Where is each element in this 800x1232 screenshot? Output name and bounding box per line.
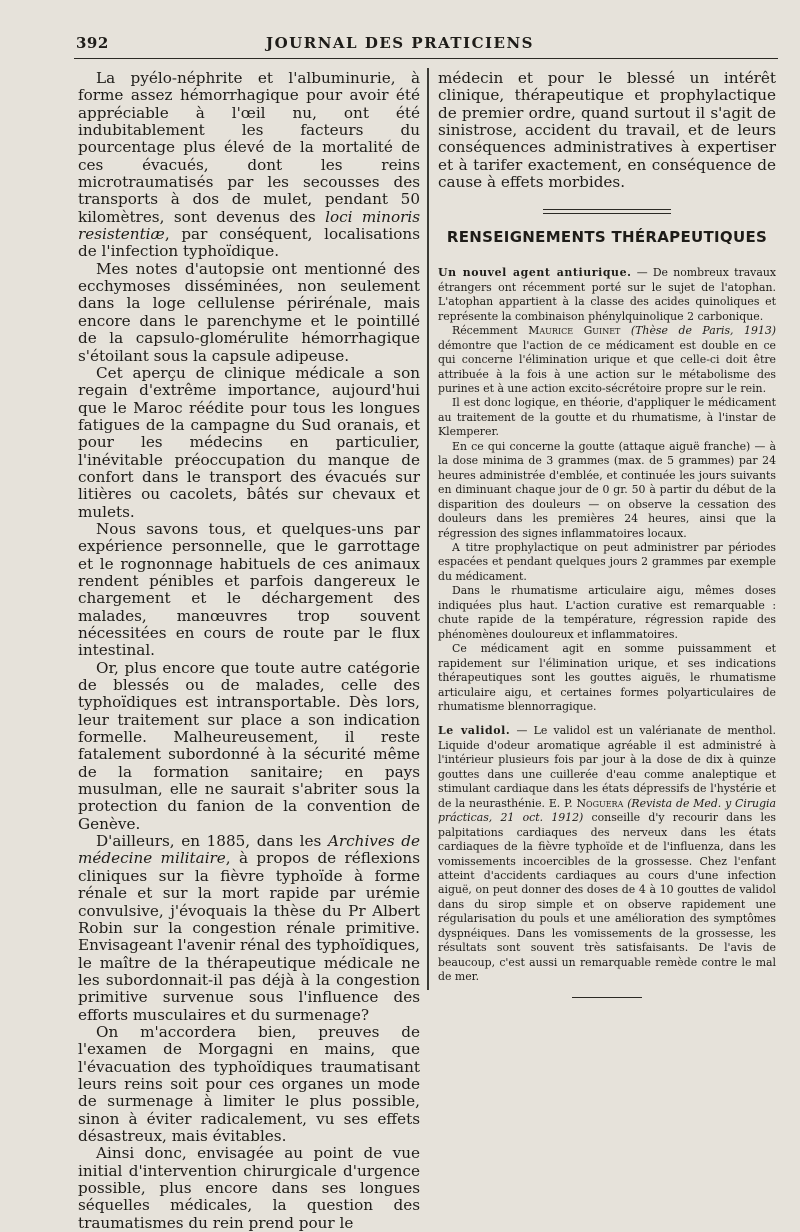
section-separator [543, 209, 671, 214]
article-text: — De nombreux travaux étrangers ont récemment porté sur le sujet de l'atophan. L'atophan appartient à la classe des acides quinoliques et représente la combinaison phénylquinolique 2 carbonique. [438, 266, 776, 323]
article-paragraph: Dans le rhumatisme articulaire aigu, mêmes doses indiquées plus haut. L'action curative est remarquable : chute rapide de la température, régression rapide des phénomènes douloureux et inflammatoires. [438, 584, 776, 641]
italic-term: Archives de médecine militaire [78, 832, 420, 868]
article-validol [438, 724, 776, 984]
page-number: 392 [76, 34, 109, 52]
article-text: — Le validol est un valérianate de menthol. Liquide d'odeur aromatique agréable il est administré à l'intérieur plusieurs fois par jour à la dose de dix à quinze gouttes dans une cuillerée d'eau comme analeptique et stimulant cardiaque dans les états dépressifs de l'hystérie et de la neurasthénie. E. P. [438, 724, 776, 810]
article-title: Un nouvel agent antiurique. [438, 266, 632, 280]
right-column [438, 70, 776, 998]
article-text: démontre que l'action de ce médicament est double en ce qui concerne l'élimination urique et que celle-ci doit être attribuée à la fois à une action sur le métabolisme des purines et à une action excito-sécrétoire propre sur le rein. [438, 338, 776, 396]
therapeutics-section [438, 266, 776, 984]
article-antiurique-intro [438, 266, 776, 324]
citation: (Revista de Med. y Cirugia prácticas, 21 oct. 1912) [438, 796, 777, 825]
article-paragraph: Ce médicament agit en somme puissamment et rapidement sur l'élimination urique, et ses indications thérapeutiques sont les gouttes aiguës, le rhumatisme articulaire aigu, et certaines formes polyarticulaires de rhumatisme blennorragique. [438, 642, 776, 713]
end-rule [572, 997, 642, 998]
article-paragraph: A titre prophylactique on peut administrer par périodes espacées et pendant quelques jours 2 grammes par exemple du médicament. [438, 541, 776, 583]
paragraph: On m'accordera bien, preuves de l'examen de Morgagni en mains, que l'évacuation des typhoïdiques traumatisant leurs reins soit pour ces organes un mode de surmenage à limiter le plus possible, sinon à éviter radicalement, vu ses effets désastreux, mais évitables. [78, 1022, 420, 1145]
paragraph: Mes notes d'autopsie ont mentionné des ecchymoses disséminées, non seulement dans la loge cellulense périrénale, mais encore dans le parenchyme et le pointillé de la capsulo-glomérulite hémorrhagique s'étoilant sous la capsule adipeuse. [78, 259, 420, 365]
article-title: Le validol. [438, 724, 511, 738]
paragraph: Or, plus encore que toute autre catégorie de blessés ou de malades, celle des typhoïdiques est intransportable. Dès lors, leur traitement sur place a son indication formelle. Malheureusement, il reste fatalement subordonné à la sécurité même de la formation sanitaire; en pays musulman, elle ne saurait s'abriter sous la protection du fanion de la convention de Genève. [78, 658, 420, 833]
continuation-text: médecin et pour le blessé un intérêt clinique, thérapeutique et prophylactique de premier ordre, quand surtout il s'agit de sinistrose, accident du travail, et de leurs conséquences administratives à expertiser et à tarifer exactement, en conséquence de cause à effets morbides. [438, 69, 776, 192]
article-text: Récemment [452, 324, 518, 338]
article-paragraph [438, 324, 776, 396]
paragraph: La pyélo-néphrite et l'albuminurie, à forme assez hémorrhagique pour avoir été appréciable à l'œil nu, ont été indubitablement les facteurs du pourcentage plus élevé de la mortalité de ces évacués, dont les reins microtraumatisés par les secousses des transports à dos de mulet, pendant 50 kilomètres, sont devenus des loci minoris resistentiæ, par conséquent, localisations de l'infection typhoïdique. [78, 69, 420, 261]
paragraph: Ainsi donc, envisagée au point de vue initial d'intervention chirurgicale d'urgence possible, plus encore dans ses longues séquelles médicales, la question des traumatismes du rein prend pour le [78, 1144, 420, 1232]
paragraph: Nous savons tous, et quelques-uns par expérience personnelle, que le garrottage et le rognonnage habituels de ces animaux rendent pénibles et parfois dangereux le chargement et le déchargement des malades, manœuvres trop souvent nécessitées en cours de route par le flux intestinal. [78, 519, 420, 660]
section-heading: RENSEIGNEMENTS THÉRAPEUTIQUES [446, 228, 768, 247]
paragraph: D'ailleurs, en 1885, dans les Archives de médecine militaire, à propos de réflexions cliniques sur la fièvre typhoïde à forme rénale et sur la mort rapide par urémie convulsive, j'évoquais la thèse du Pr Albert Robin sur la congestion rénale primitive. Envisageant l'avenir rénal des typhoïdiques, le maître de la thérapeutique médicale ne les subordonnait-il pas déjà à la congestion primitive survenue sous l'influence des efforts musculaires et du surmenage? [78, 832, 420, 1024]
article-paragraph: Il est donc logique, en théorie, d'appliquer le médicament au traitement de la goutte et du rhumatisme, à l'instar de Klemperer. [438, 396, 776, 439]
italic-term: loci minoris resistentiæ [78, 207, 420, 244]
author-name: Maurice Guinet [528, 324, 621, 338]
article-text: conseille d'y recourir dans les palpitations cardiaques des nerveux dans les états cardiaques de la fièvre typhoïde et de l'influenza, dans les vomissements incoercibles de la grossesse. Chez l'enfant atteint d'accidents cardiaques au cours d'une infection aiguë, on peut donner des doses de 4 à 10 gouttes de validol dans du sirop simple et on observe rapidement une régularisation du pouls et une amélioration des symptômes dyspnéiques. Dans les vomissements de la grossesse, les résultats sont souvent très satisfaisants. De l'avis de beaucoup, c'est aussi un remarquable remède contre le mal de mer. [438, 811, 776, 984]
author-name: Noguera [576, 796, 624, 810]
left-column [78, 70, 420, 1232]
paragraph: Cet aperçu de clinique médicale a son regain d'extrême importance, aujourd'hui que le Maroc réédite pour tous les longues fatigues de la campagne du Sud oranais, et pour les médecins en particulier, l'inévitable préoccupation du manque de confort dans le transport des évacués sur litières ou cacolets, bâtés sur chevaux et mulets. [78, 363, 420, 521]
citation: (Thèse de Paris, 1913) [630, 324, 776, 338]
article-paragraph: En ce qui concerne la goutte (attaque aiguë franche) — à la dose minima de 3 grammes (max. de 5 grammes) par 24 heures administrée d'emblée, et continuée les jours suivants en diminuant chaque jour de 0 gr. 50 à partir du début de la disparition des douleurs — on observe la cessation des douleurs dans les premières 24 heures, ainsi que la régression des signes inflammatoires locaux. [438, 439, 776, 540]
running-title: JOURNAL DES PRATICIENS [266, 34, 534, 52]
column-divider [427, 68, 429, 990]
header-rule [74, 58, 778, 59]
